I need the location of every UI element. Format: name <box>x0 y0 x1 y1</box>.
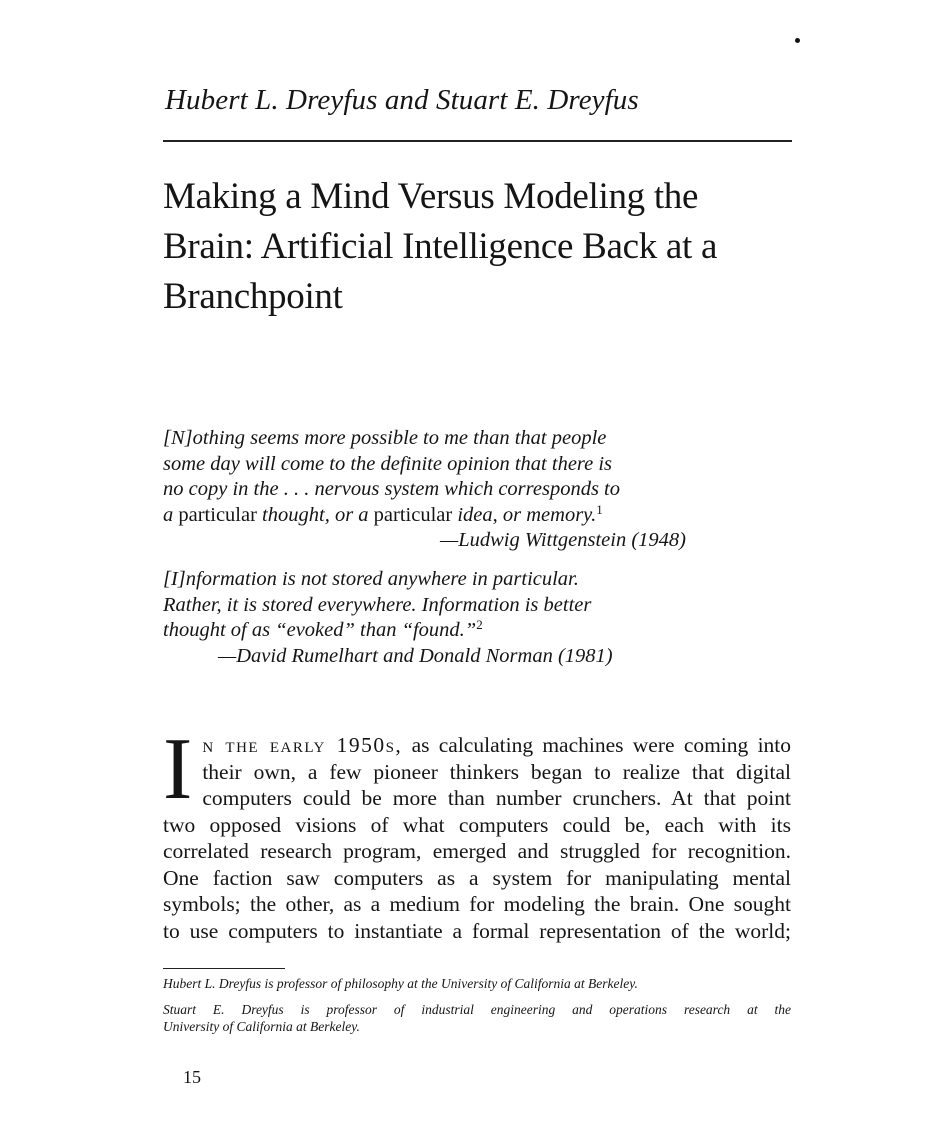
epigraph-line: [I]nformation is not stored anywhere in particular. <box>163 568 579 590</box>
body-line: two opposed visions of what computers could be, each with its <box>163 812 791 837</box>
body-line: to use computers to instantiate a formal representation of the world; <box>163 918 791 943</box>
epigraph-word-upright: particular <box>373 503 453 526</box>
epigraph-text: thought of as “evoked” than “found.” <box>163 619 477 641</box>
body-line: symbols; the other, as a medium for modeling the brain. One sought <box>163 892 791 916</box>
epigraph-line: some day will come to the definite opinion that there is <box>163 452 613 475</box>
body-line: correlated research program, emerged and struggled for recognition. <box>163 839 791 863</box>
body-line: One faction saw computers as a system for manipulating mental <box>163 865 791 890</box>
note-marker: 2 <box>476 617 483 632</box>
header-rule <box>163 140 792 142</box>
title-line: Making a Mind Versus Modeling the <box>163 176 699 217</box>
epigraph-word-upright: particular <box>178 503 257 526</box>
footnote-hubert: Hubert L. Dreyfus is professor of philosophy at the University of California at Berkeley. <box>163 976 638 991</box>
drop-cap: I <box>163 721 193 818</box>
epigraph-attribution: —David Rumelhart and Donald Norman (1981) <box>218 644 613 667</box>
article-authors: Hubert L. Dreyfus and Stuart E. Dreyfus <box>165 84 639 116</box>
body-paragraph <box>163 721 792 944</box>
footnote-rule <box>163 968 285 969</box>
title-line: Branchpoint <box>163 276 343 317</box>
body-line: computers could be more than number crunchers. At that point <box>202 786 791 810</box>
epigraph-line <box>163 503 686 529</box>
footnote-stuart <box>163 1001 791 1035</box>
epigraph-wittgenstein <box>163 426 686 554</box>
page-number: 15 <box>183 1067 201 1087</box>
epigraph-attribution: —Ludwig Wittgenstein (1948) <box>440 529 686 551</box>
body-line <box>163 732 791 759</box>
corner-dot-mark <box>795 38 800 43</box>
epigraph-rumelhart-norman <box>163 567 633 669</box>
epigraph-word: idea, or memory. <box>457 503 597 526</box>
lead-in-smallcaps: n the early 1950s, <box>202 733 403 757</box>
epigraph-line <box>163 618 633 644</box>
footnote-line: University of California at Berkeley. <box>163 1019 360 1034</box>
footnote-line: Stuart E. Dreyfus is professor of industrial engineering and operations research at the <box>163 1002 791 1017</box>
epigraph-line: Rather, it is stored everywhere. Information is better <box>163 593 592 616</box>
title-line: Brain: Artificial Intelligence Back at a <box>163 226 718 267</box>
epigraph-line: [N]othing seems more possible to me than that people <box>163 427 607 449</box>
author-footnotes <box>163 975 791 1044</box>
body-line: their own, a few pioneer thinkers began to realize that digital <box>202 759 791 784</box>
epigraph-line: no copy in the . . . nervous system which corresponds to <box>163 478 621 500</box>
epigraph-word: a <box>163 503 174 526</box>
note-marker: 1 <box>596 501 603 517</box>
epigraph-word: thought, or a <box>262 503 369 526</box>
body-text-span: as calculating machines were coming into <box>411 733 792 757</box>
article-title <box>163 172 783 322</box>
